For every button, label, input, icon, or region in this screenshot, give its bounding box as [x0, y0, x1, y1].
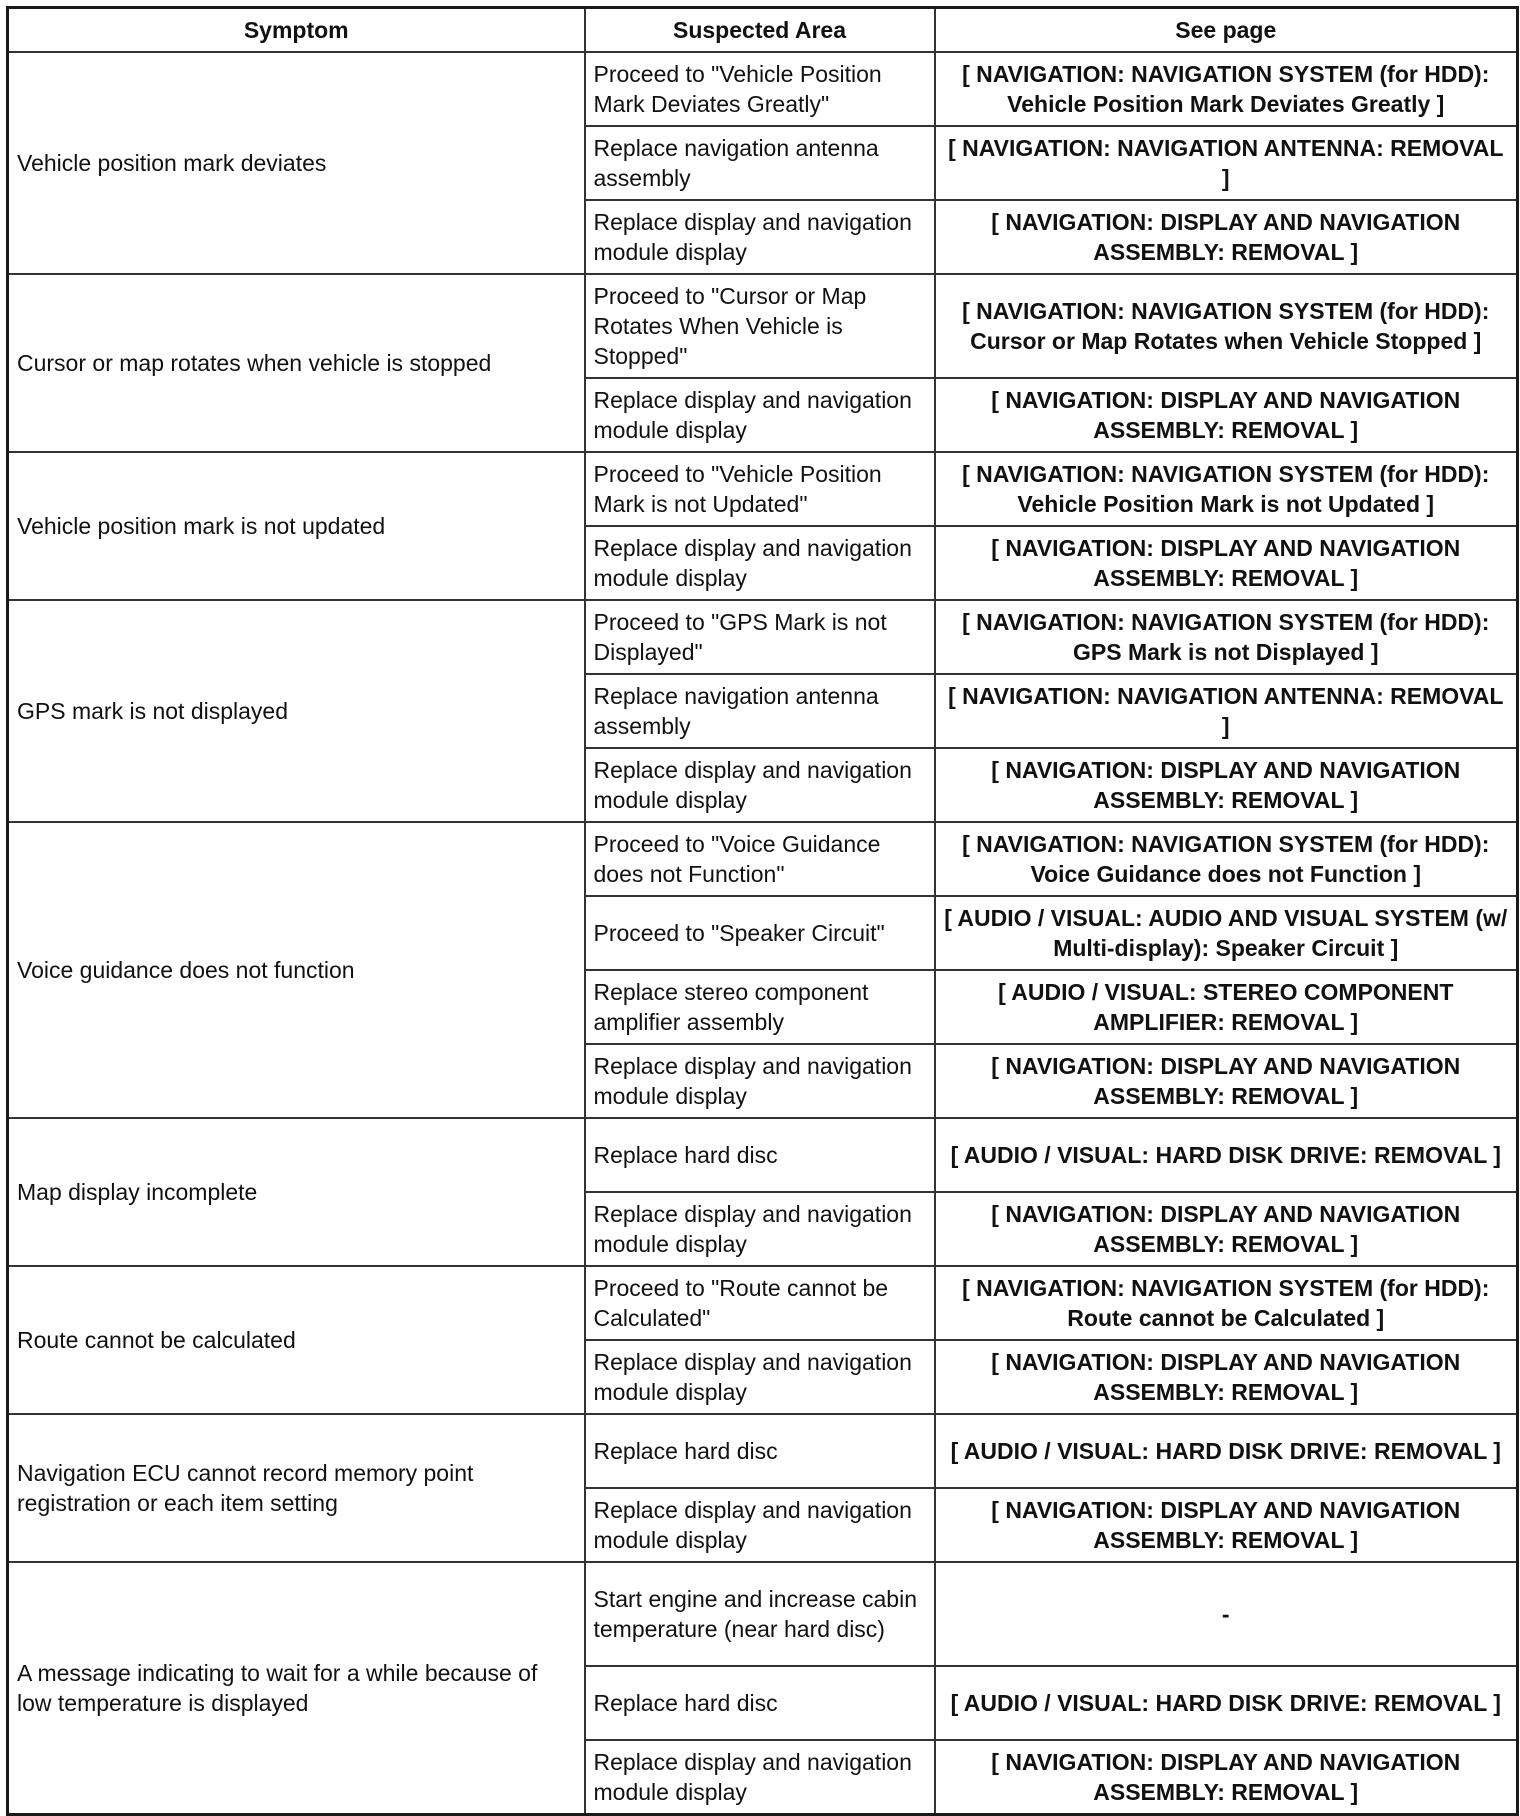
table-row: [8, 1118, 1518, 1192]
see-page-link[interactable]: [ NAVIGATION: NAVIGATION ANTENNA: REMOVAL ]: [935, 126, 1518, 200]
symptom-cell: Map display incomplete: [8, 1118, 585, 1266]
symptom-cell: A message indicating to wait for a while because of low temperature is displayed: [8, 1562, 585, 1815]
suspected-area-cell: Proceed to "Speaker Circuit": [585, 896, 935, 970]
table-row: [8, 1562, 1518, 1666]
suspected-area-cell: Replace stereo component amplifier assembly: [585, 970, 935, 1044]
suspected-area-cell: Replace display and navigation module display: [585, 1340, 935, 1414]
see-page-link[interactable]: [ NAVIGATION: NAVIGATION SYSTEM (for HDD): Route cannot be Calculated ]: [935, 1266, 1518, 1340]
see-page-link[interactable]: [ NAVIGATION: DISPLAY AND NAVIGATION ASSEMBLY: REMOVAL ]: [935, 378, 1518, 452]
suspected-area-cell: Replace display and navigation module display: [585, 378, 935, 452]
see-page-link[interactable]: [ AUDIO / VISUAL: STEREO COMPONENT AMPLIFIER: REMOVAL ]: [935, 970, 1518, 1044]
table-row: [8, 52, 1518, 126]
symptom-cell: GPS mark is not displayed: [8, 600, 585, 822]
see-page-link[interactable]: [ NAVIGATION: DISPLAY AND NAVIGATION ASSEMBLY: REMOVAL ]: [935, 200, 1518, 274]
table-row: [8, 1266, 1518, 1340]
see-page-link[interactable]: [ NAVIGATION: DISPLAY AND NAVIGATION ASSEMBLY: REMOVAL ]: [935, 1044, 1518, 1118]
symptom-cell: Navigation ECU cannot record memory point registration or each item setting: [8, 1414, 585, 1562]
suspected-area-cell: Proceed to "Route cannot be Calculated": [585, 1266, 935, 1340]
table-row: [8, 452, 1518, 526]
suspected-area-cell: Proceed to "GPS Mark is not Displayed": [585, 600, 935, 674]
see-page-link[interactable]: [ NAVIGATION: NAVIGATION SYSTEM (for HDD): Voice Guidance does not Function ]: [935, 822, 1518, 896]
suspected-area-cell: Replace display and navigation module display: [585, 1044, 935, 1118]
symptom-cell: Route cannot be calculated: [8, 1266, 585, 1414]
see-page-link[interactable]: [ NAVIGATION: DISPLAY AND NAVIGATION ASSEMBLY: REMOVAL ]: [935, 1192, 1518, 1266]
table-row: [8, 822, 1518, 896]
see-page-link[interactable]: [ NAVIGATION: DISPLAY AND NAVIGATION ASSEMBLY: REMOVAL ]: [935, 1340, 1518, 1414]
see-page-link[interactable]: [ NAVIGATION: NAVIGATION SYSTEM (for HDD): Vehicle Position Mark Deviates Greatly ]: [935, 52, 1518, 126]
suspected-area-cell: Replace hard disc: [585, 1118, 935, 1192]
see-page-link[interactable]: [ NAVIGATION: DISPLAY AND NAVIGATION ASSEMBLY: REMOVAL ]: [935, 748, 1518, 822]
symptom-cell: Cursor or map rotates when vehicle is stopped: [8, 274, 585, 452]
see-page-link[interactable]: [ AUDIO / VISUAL: HARD DISK DRIVE: REMOVAL ]: [935, 1118, 1518, 1192]
see-page-link[interactable]: [ NAVIGATION: DISPLAY AND NAVIGATION ASSEMBLY: REMOVAL ]: [935, 526, 1518, 600]
see-page-link[interactable]: [ AUDIO / VISUAL: AUDIO AND VISUAL SYSTEM (w/ Multi-display): Speaker Circuit ]: [935, 896, 1518, 970]
symptom-cell: Vehicle position mark is not updated: [8, 452, 585, 600]
suspected-area-cell: Replace display and navigation module display: [585, 1488, 935, 1562]
suspected-area-cell: Replace display and navigation module display: [585, 526, 935, 600]
see-page-link[interactable]: [ NAVIGATION: DISPLAY AND NAVIGATION ASSEMBLY: REMOVAL ]: [935, 1488, 1518, 1562]
symptom-table: [6, 6, 1519, 1816]
suspected-area-cell: Replace navigation antenna assembly: [585, 126, 935, 200]
suspected-area-cell: Replace hard disc: [585, 1666, 935, 1740]
table-row: [8, 600, 1518, 674]
suspected-area-cell: Replace display and navigation module display: [585, 1740, 935, 1815]
see-page-empty: -: [935, 1562, 1518, 1666]
suspected-area-cell: Replace display and navigation module display: [585, 200, 935, 274]
suspected-area-cell: Proceed to "Cursor or Map Rotates When Vehicle is Stopped": [585, 274, 935, 378]
see-page-link[interactable]: [ NAVIGATION: DISPLAY AND NAVIGATION ASSEMBLY: REMOVAL ]: [935, 1740, 1518, 1815]
see-page-link[interactable]: [ NAVIGATION: NAVIGATION SYSTEM (for HDD): Vehicle Position Mark is not Updated ]: [935, 452, 1518, 526]
symptom-cell: Vehicle position mark deviates: [8, 52, 585, 274]
suspected-area-cell: Replace display and navigation module display: [585, 748, 935, 822]
suspected-area-cell: Proceed to "Vehicle Position Mark is not Updated": [585, 452, 935, 526]
table-row: [8, 1414, 1518, 1488]
table-row: [8, 274, 1518, 378]
suspected-area-cell: Replace hard disc: [585, 1414, 935, 1488]
see-page-link[interactable]: [ NAVIGATION: NAVIGATION SYSTEM (for HDD): Cursor or Map Rotates when Vehicle Stopped ]: [935, 274, 1518, 378]
see-page-link[interactable]: [ AUDIO / VISUAL: HARD DISK DRIVE: REMOVAL ]: [935, 1414, 1518, 1488]
header-suspected-area: Suspected Area: [585, 8, 935, 53]
header-symptom: Symptom: [8, 8, 585, 53]
see-page-link[interactable]: [ AUDIO / VISUAL: HARD DISK DRIVE: REMOVAL ]: [935, 1666, 1518, 1740]
suspected-area-cell: Replace navigation antenna assembly: [585, 674, 935, 748]
suspected-area-cell: Proceed to "Vehicle Position Mark Deviates Greatly": [585, 52, 935, 126]
suspected-area-cell: Replace display and navigation module display: [585, 1192, 935, 1266]
see-page-link[interactable]: [ NAVIGATION: NAVIGATION SYSTEM (for HDD): GPS Mark is not Displayed ]: [935, 600, 1518, 674]
see-page-link[interactable]: [ NAVIGATION: NAVIGATION ANTENNA: REMOVAL ]: [935, 674, 1518, 748]
suspected-area-cell: Proceed to "Voice Guidance does not Function": [585, 822, 935, 896]
suspected-area-cell: Start engine and increase cabin temperature (near hard disc): [585, 1562, 935, 1666]
header-row: [8, 8, 1518, 53]
header-see-page: See page: [935, 8, 1518, 53]
symptom-cell: Voice guidance does not function: [8, 822, 585, 1118]
